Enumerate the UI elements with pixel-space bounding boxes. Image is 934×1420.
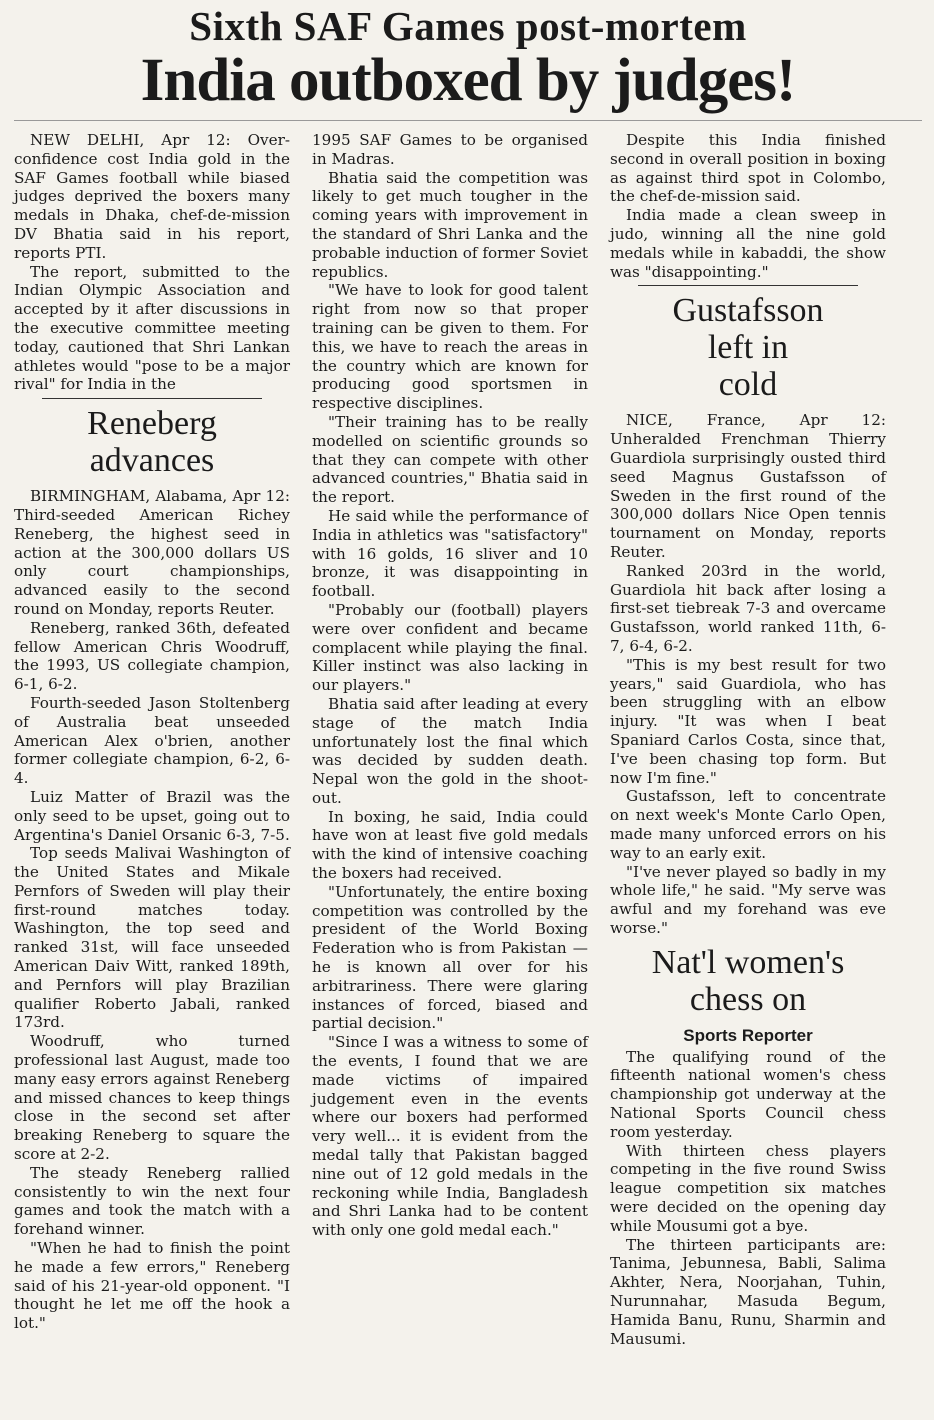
divider xyxy=(638,285,859,286)
column-2 xyxy=(312,121,588,1240)
article-paragraph: The steady Reneberg rallied consistently to win the next four games and took the match with a forehand winner. xyxy=(14,1163,290,1239)
article-paragraph: Bhatia said the competition was likely to get much tougher in the coming years with improvement in the standard of Shri Lanka and the probable induction of former Soviet republics. xyxy=(312,168,588,281)
subheadline-line: Reneberg xyxy=(87,405,217,443)
article-paragraph: Bhatia said after leading at every stage of the match India unfortunately lost the final which was decided by sudden death. Nepal won the gold in the shoot-out. xyxy=(312,694,588,807)
subheadline-line: advances xyxy=(89,442,215,480)
article-paragraph: "Unfortunately, the entire boxing competition was controlled by the president of the World Boxing Federation who is from Pakistan — he is known all over for his arbitrariness. There were glaring instances of forced, biased and partial decision." xyxy=(312,882,588,1033)
divider xyxy=(42,398,263,399)
article-paragraph: "When he had to finish the point he made a few errors," Reneberg said of his 21-year-old opponent. "I thought he let me off the hook a lot." xyxy=(14,1239,290,1333)
article-paragraph: "Since I was a witness to some of the events, I found that we are made victims of impaired judgement even in the events where our boxers had performed very well... it is evident from the medal tally that Pakistan bagged nine out of 12 gold medals in the reckoning while India, Bangladesh and Shri Lanka had to be content with only one gold medal each." xyxy=(312,1033,588,1240)
article-paragraph: India made a clean sweep in judo, winning all the nine gold medals while in kabaddi, the show was "disappointing." xyxy=(610,206,886,281)
article-paragraph: "Probably our (football) players were over confident and became complacent while playing the final. Killer instinct was also lacking in our players." xyxy=(312,600,588,695)
subheadline-line: Nat'l women's xyxy=(651,943,845,981)
article-paragraph: Fourth-seeded Jason Stoltenberg of Australia beat unseeded American Alex o'brien, another former collegiate champion, 6-2, 6-4. xyxy=(14,693,290,788)
article-paragraph: BIRMINGHAM, Alabama, Apr 12: Third-seeded American Richey Reneberg, the highest seed in action at the 300,000 dollars US only court championships, advanced easily to the second round on Monday, reports Reuter. xyxy=(14,487,290,618)
article-columns xyxy=(14,120,922,1348)
article-paragraph: "I've never played so badly in my whole life," he said. "My serve was awful and my forehand was eve worse." xyxy=(610,862,886,937)
article-paragraph: NEW DELHI, Apr 12: Over-confidence cost India gold in the SAF Games football while biased judges deprived the boxers many medals in Dhaka, chef-de-mission DV Bhatia said in his report, reports PTI. xyxy=(14,131,290,262)
main-headline: India outboxed by judges! xyxy=(140,47,796,114)
column-1 xyxy=(14,121,290,1333)
article-paragraph: Top seeds Malivai Washington of the United States and Mikale Pernfors of Sweden will play their first-round matches today. Washington, the top seed and ranked 31st, will face unseeded American Daiv Witt, ranked 189th, and Pernfors will play Brazilian qualifier Roberto Jabali, ranked 173rd. xyxy=(14,844,290,1032)
article-paragraph: The thirteen participants are: Tanima, Jebunnesa, Babli, Salima Akhter, Nera, Noorjahan, Tuhin, Nurunnahar, Masuda Begum, Hamida Banu, Runu, Sharmin and Mausumi. xyxy=(610,1235,886,1348)
subheadline-line: cold xyxy=(718,366,778,404)
subheadline-line: chess on xyxy=(689,980,807,1018)
reneberg-subheadline xyxy=(14,405,290,479)
article-paragraph: He said while the performance of India in athletics was "satisfactory" with 16 golds, 16 sliver and 10 bronze, it was disappointing in football. xyxy=(312,506,588,601)
gustafsson-subheadline xyxy=(610,292,886,403)
subheadline-line: left in xyxy=(707,329,789,367)
chess-subheadline xyxy=(610,944,886,1018)
byline: Sports Reporter xyxy=(683,1025,813,1045)
column-3 xyxy=(610,121,886,1348)
article-paragraph: The report, submitted to the Indian Olympic Association and accepted by it after discussions in the executive committee meeting today, cautioned that Shri Lankan athletes would "pose to be a major rival" for India in the xyxy=(14,262,290,394)
article-paragraph: 1995 SAF Games to be organised in Madras. xyxy=(312,131,588,168)
article-paragraph: Reneberg, ranked 36th, defeated fellow American Chris Woodruff, the 1993, US collegiate champion, 6-1, 6-2. xyxy=(14,618,290,694)
article-paragraph: "This is my best result for two years," said Guardiola, who has been struggling with an elbow injury. "It was when I beat Spaniard Carlos Costa, since that, I've been chasing top form. But now I'm fine." xyxy=(610,655,886,787)
article-paragraph: Luiz Matter of Brazil was the only seed to be upset, going out to Argentina's Daniel Orsanic 6-3, 7-5. xyxy=(14,787,290,844)
article-paragraph: Woodruff, who turned professional last August, made too many easy errors against Reneberg and missed chances to keep things close in the second set after breaking Reneberg to square the score at 2-2. xyxy=(14,1032,290,1164)
article-paragraph: NICE, France, Apr 12: Unheralded Frenchman Thierry Guardiola surprisingly ousted third seed Magnus Gustafsson of Sweden in the first round of the 300,000 dollars Nice Open tennis tournament on Monday, reports Reuter. xyxy=(610,411,886,561)
article-paragraph: The qualifying round of the fifteenth national women's chess championship got underway at the National Sports Council chess room yesterday. xyxy=(610,1047,886,1141)
article-paragraph: Ranked 203rd in the world, Guardiola hit back after losing a first-set tiebreak 7-3 and overcame Gustafsson, world ranked 11th, 6-7, 6-4, 6-2. xyxy=(610,561,886,655)
article-paragraph: In boxing, he said, India could have won at least five gold medals with the kind of intensive coaching the boxers had received. xyxy=(312,807,588,883)
article-paragraph: With thirteen chess players competing in the five round Swiss league competition six matches were decided on the opening day while Mousumi got a bye. xyxy=(610,1141,886,1235)
article-paragraph: Despite this India finished second in overall position in boxing as against third spot in Colombo, the chef-de-mission said. xyxy=(610,131,886,206)
article-paragraph: "Their training has to be really modelled on scientific grounds so that they can compete with other advanced countries," Bhatia said in the report. xyxy=(312,412,588,507)
article-paragraph: Gustafsson, left to concentrate on next week's Monte Carlo Open, made many unforced errors on his way to an early exit. xyxy=(610,787,886,862)
article-paragraph: "We have to look for good talent right from now so that proper training can be given to them. For this, we have to reach the areas in the country which are known for producing good sportsmen in respective disciplines. xyxy=(312,281,588,413)
subheadline-line: Gustafsson xyxy=(672,292,824,330)
kicker-headline: Sixth SAF Games post-mortem xyxy=(189,3,747,49)
